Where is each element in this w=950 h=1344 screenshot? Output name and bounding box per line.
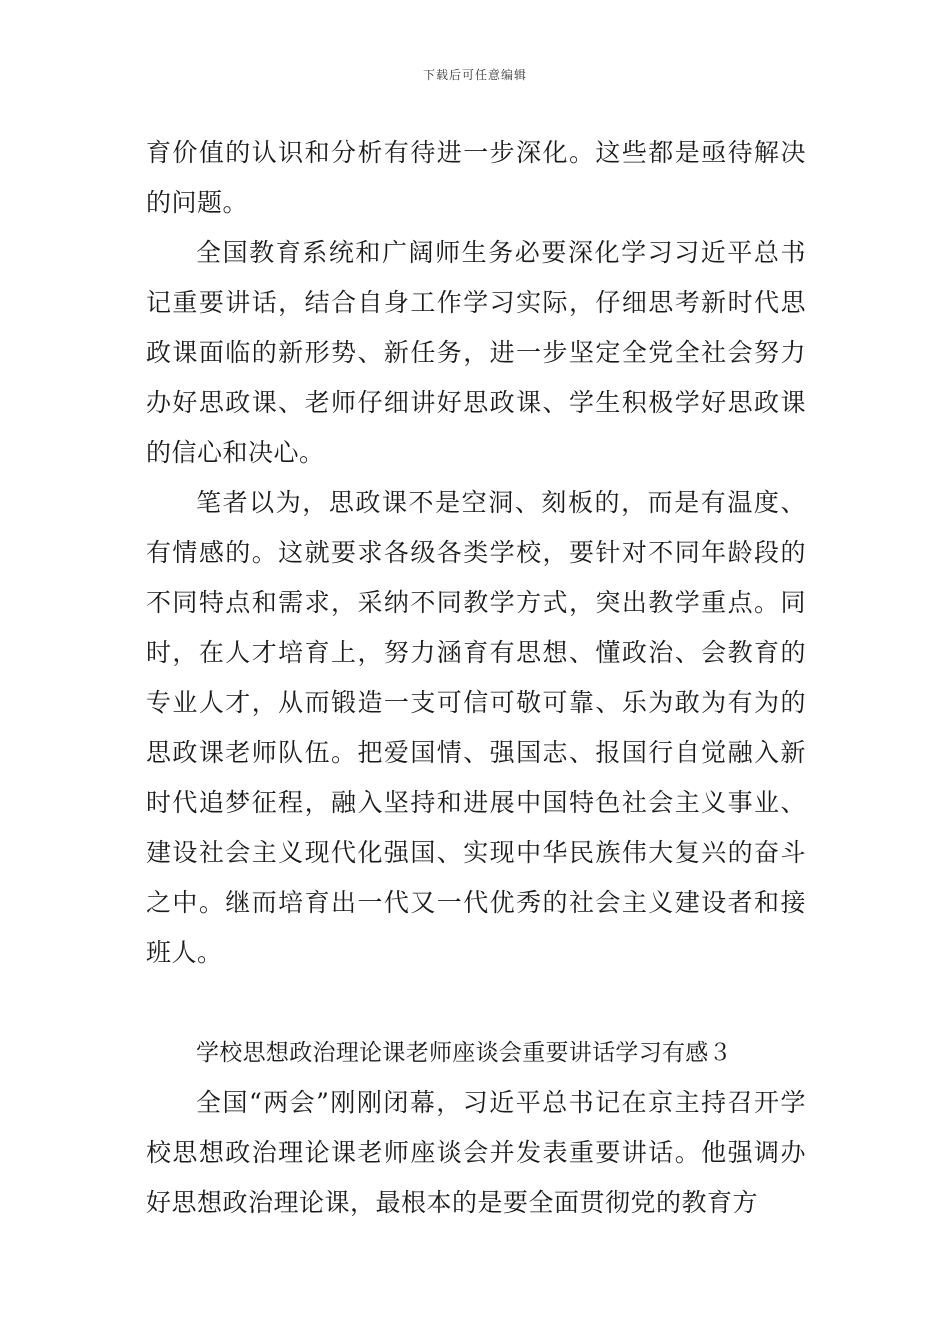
section-title: 学校思想政治理论课老师座谈会重要讲话学习有感３ xyxy=(196,1040,732,1066)
section-spacer xyxy=(146,978,806,1028)
document-body xyxy=(146,128,806,1228)
paragraph-section-intro: 全国“两会”刚刚闭幕，习近平总书记在京主持召开学校思想政治理论课老师座谈会并发表重要讲话。他强调办好思想政治理论课，最根本的是要全面贯彻党的教育方 xyxy=(146,1088,806,1217)
paragraph-study-speech: 全国教育系统和广阔师生务必要深化学习习近平总书记重要讲话，结合自身工作学习实际，仔细思考新时代思政课面临的新形势、新任务，进一步坚定全党全社会努力办好思政课、老师仔细讲好思政课、学生积极学好思政课的信心和决心。 xyxy=(146,238,806,467)
page-header-note: 下载后可任意编辑 xyxy=(422,68,527,82)
paragraph-author-opinion: 笔者以为，思政课不是空洞、刻板的，而是有温度、有情感的。这就要求各级各类学校，要针对不同年龄段的不同特点和需求，采纳不同教学方式，突出教学重点。同时，在人才培育上，努力涵育有思想、懂政治、会教育的专业人才，从而锻造一支可信可敬可靠、乐为敢为有为的思政课老师队伍。把爱国情、强国志、报国行自觉融入新时代追梦征程，融入坚持和进展中国特色社会主义事业、建设社会主义现代化强国、实现中华民族伟大复兴的奋斗之中。继而培育出一代又一代优秀的社会主义建设者和接班人。 xyxy=(146,488,806,967)
paragraph-continuation: 育价值的认识和分析有待进一步深化。这些都是亟待解决的问题。 xyxy=(146,138,806,217)
